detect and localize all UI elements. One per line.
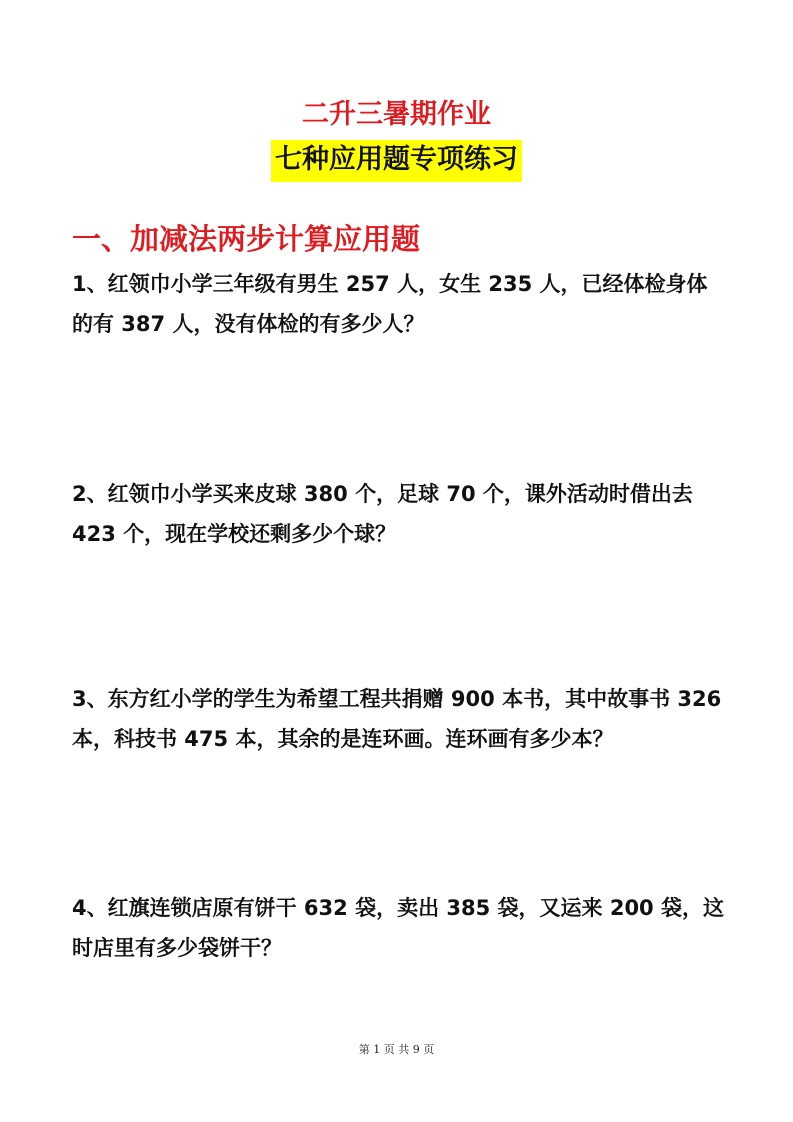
page-number-footer: 第 1 页 共 9 页 — [358, 1043, 435, 1056]
question-1: 1、红领巾小学三年级有男生 257 人，女生 235 人，已经体检身体的有 387 人，没有体检的有多少人？ — [72, 272, 708, 336]
question-4: 4、红旗连锁店原有饼干 632 袋，卖出 385 袋，又运来 200 袋，这时店里有多少袋饼干？ — [72, 896, 724, 960]
question-3: 3、东方红小学的学生为希望工程共捐赠 900 本书，其中故事书 326 本，科技书 475 本，其余的是连环画。连环画有多少本？ — [72, 687, 722, 751]
section-heading: 一、加减法两步计算应用题 — [72, 222, 421, 256]
document-title: 二升三暑期作业 — [302, 99, 491, 130]
question-2: 2、红领巾小学买来皮球 380 个，足球 70 个，课外活动时借出去 423 个，现在学校还剩多少个球？ — [72, 482, 693, 546]
document-subtitle: 七种应用题专项练习 — [271, 140, 522, 182]
